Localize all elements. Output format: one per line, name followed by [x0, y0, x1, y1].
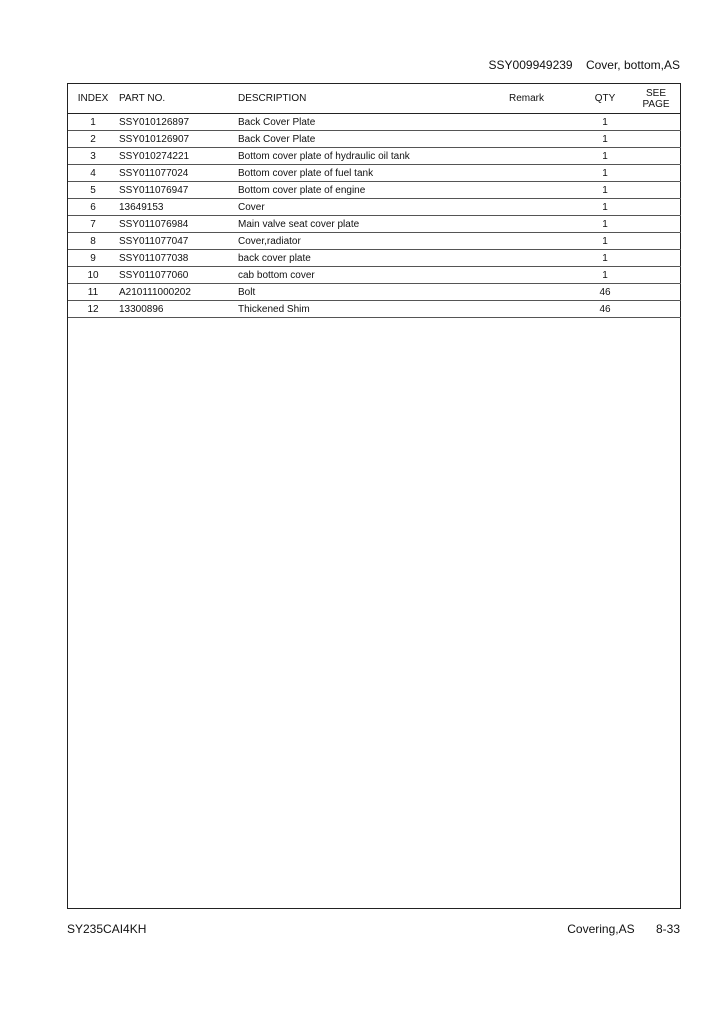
row-qty: 1: [579, 216, 631, 233]
column-header-remark: Remark: [509, 84, 579, 114]
row-index: 8: [68, 233, 118, 250]
row-see-page: [631, 250, 681, 267]
column-header-description: DESCRIPTION: [238, 84, 509, 114]
row-description: Cover,radiator: [238, 233, 509, 250]
row-see-page: [631, 233, 681, 250]
row-part-no: 13649153: [118, 199, 238, 216]
table-header-row: [68, 84, 681, 114]
row-description: Main valve seat cover plate: [238, 216, 509, 233]
row-index: 1: [68, 114, 118, 131]
table-row: [68, 182, 681, 199]
row-qty: 1: [579, 131, 631, 148]
row-part-no: SSY011076947: [118, 182, 238, 199]
row-description: cab bottom cover: [238, 267, 509, 284]
row-qty: 46: [579, 301, 631, 318]
row-index: 7: [68, 216, 118, 233]
row-index: 4: [68, 165, 118, 182]
page-header: [489, 58, 680, 72]
row-qty: 1: [579, 267, 631, 284]
column-header-index: INDEX: [68, 84, 118, 114]
row-part-no: SSY010126897: [118, 114, 238, 131]
table-row: [68, 114, 681, 131]
table-row: [68, 199, 681, 216]
row-remark: [509, 267, 579, 284]
row-index: 12: [68, 301, 118, 318]
page-footer: [567, 922, 680, 936]
row-remark: [509, 216, 579, 233]
table-row: [68, 148, 681, 165]
row-qty: 1: [579, 114, 631, 131]
row-see-page: [631, 182, 681, 199]
row-index: 3: [68, 148, 118, 165]
row-description: Back Cover Plate: [238, 131, 509, 148]
table-row: [68, 250, 681, 267]
column-header-see-page: [631, 84, 681, 114]
row-remark: [509, 233, 579, 250]
row-description: Back Cover Plate: [238, 114, 509, 131]
row-remark: [509, 250, 579, 267]
column-header-qty: QTY: [579, 84, 631, 114]
footer-model: SY235CAI4KH: [67, 922, 147, 936]
row-qty: 1: [579, 182, 631, 199]
row-index: 5: [68, 182, 118, 199]
row-remark: [509, 131, 579, 148]
footer-section: Covering,AS: [567, 922, 635, 936]
row-description: Bottom cover plate of hydraulic oil tank: [238, 148, 509, 165]
row-qty: 1: [579, 250, 631, 267]
row-see-page: [631, 131, 681, 148]
row-qty: 1: [579, 233, 631, 250]
parts-list-frame: [67, 83, 681, 909]
row-see-page: [631, 199, 681, 216]
row-remark: [509, 182, 579, 199]
row-description: Bottom cover plate of fuel tank: [238, 165, 509, 182]
assembly-code: SSY009949239: [488, 58, 573, 72]
row-remark: [509, 284, 579, 301]
row-part-no: SSY011077047: [118, 233, 238, 250]
row-qty: 1: [579, 199, 631, 216]
table-row: [68, 301, 681, 318]
assembly-title: Cover, bottom,AS: [585, 58, 680, 72]
row-remark: [509, 165, 579, 182]
see-page-line-2: PAGE: [642, 98, 670, 110]
row-qty: 1: [579, 148, 631, 165]
row-see-page: [631, 284, 681, 301]
row-see-page: [631, 216, 681, 233]
row-see-page: [631, 301, 681, 318]
row-part-no: SSY011077038: [118, 250, 238, 267]
row-qty: 1: [579, 165, 631, 182]
row-part-no: 13300896: [118, 301, 238, 318]
table-row: [68, 131, 681, 148]
parts-table-body: [68, 114, 681, 318]
table-row: [68, 267, 681, 284]
row-description: Thickened Shim: [238, 301, 509, 318]
row-index: 10: [68, 267, 118, 284]
row-see-page: [631, 267, 681, 284]
parts-table: [68, 84, 681, 318]
table-row: [68, 284, 681, 301]
row-remark: [509, 199, 579, 216]
row-see-page: [631, 114, 681, 131]
table-row: [68, 216, 681, 233]
row-index: 9: [68, 250, 118, 267]
row-index: 6: [68, 199, 118, 216]
row-part-no: SSY010274221: [118, 148, 238, 165]
row-description: Bottom cover plate of engine: [238, 182, 509, 199]
row-index: 11: [68, 284, 118, 301]
row-see-page: [631, 165, 681, 182]
row-part-no: SSY011077060: [118, 267, 238, 284]
row-description: Bolt: [238, 284, 509, 301]
row-qty: 46: [579, 284, 631, 301]
row-part-no: A210111000202: [118, 284, 238, 301]
row-remark: [509, 114, 579, 131]
row-remark: [509, 301, 579, 318]
see-page-line-1: SEE: [645, 87, 666, 99]
row-index: 2: [68, 131, 118, 148]
row-part-no: SSY011077024: [118, 165, 238, 182]
row-part-no: SSY011076984: [118, 216, 238, 233]
row-see-page: [631, 148, 681, 165]
table-row: [68, 233, 681, 250]
page-number: 8-33: [655, 922, 680, 936]
column-header-part-no: PART NO.: [118, 84, 238, 114]
table-row: [68, 165, 681, 182]
row-description: back cover plate: [238, 250, 509, 267]
row-part-no: SSY010126907: [118, 131, 238, 148]
row-description: Cover: [238, 199, 509, 216]
row-remark: [509, 148, 579, 165]
